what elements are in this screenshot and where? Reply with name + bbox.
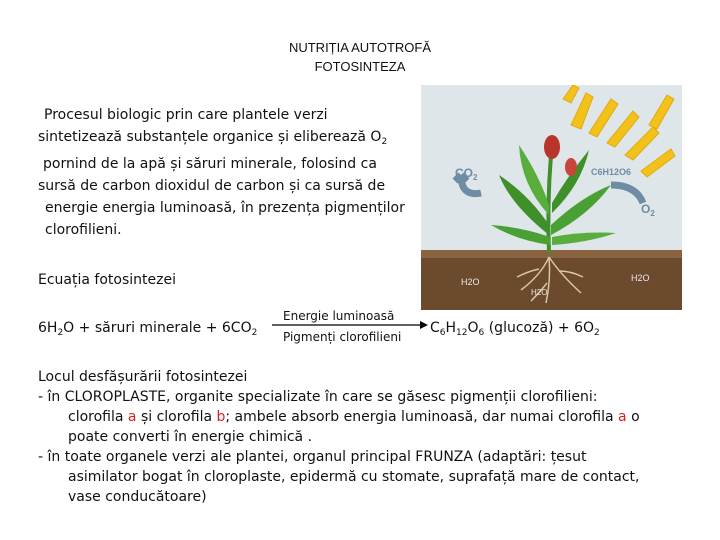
equation-products: $C_6H_{12}O_6$ (glucoză) + $6O_2$	[430, 320, 600, 338]
o2-subscript: 2	[381, 137, 388, 147]
location-line-5: asimilator bogat în cloroplaste, epidermă cu stomate, suprafață mare de contact,	[68, 469, 640, 485]
co2-label: $CO_2$	[455, 166, 478, 182]
h2o-label-left: H2O	[461, 277, 480, 287]
intro-line-2: sintetizează substanțele organice și eliberează $O_2$	[38, 129, 388, 147]
equation-reactants: $6H_2O$ + săruri minerale + $6CO_2$	[38, 320, 258, 338]
intro-line-4: sursă de carbon dioxidul de carbon și ca sursă de	[38, 178, 386, 194]
intro-line-5: energie energia luminoasă, în prezența pigmenților	[45, 200, 405, 216]
location-line-6: vase conducătoare)	[68, 489, 207, 505]
page-title	[250, 38, 470, 76]
o2-label: $O_2$	[641, 202, 655, 218]
h2o-label-middle: H2O	[531, 288, 548, 297]
energy-label: Energie luminoasă	[283, 309, 395, 323]
title-line-1: NUTRIȚIA AUTOTROFĂ	[288, 40, 432, 55]
location-line-3: poate converti în energie chimică .	[68, 429, 313, 445]
soil-top	[421, 250, 682, 258]
intro-paragraph	[38, 104, 438, 241]
location-title: Locul desfășurării fotosintezei	[38, 369, 248, 385]
reaction-arrow-icon	[270, 320, 430, 330]
location-line-4: - în toate organele verzi ale plantei, organul principal FRUNZA (adaptări: țesut	[38, 449, 587, 465]
intro-line-1: Procesul biologic prin care plantele verzi	[44, 107, 328, 123]
pigments-label: Pigmenți clorofilieni	[283, 330, 402, 344]
location-section	[38, 367, 678, 507]
equation-title: Ecuația fotosintezei	[38, 272, 176, 288]
intro-line-3: pornind de la apă și săruri minerale, folosind ca	[43, 156, 377, 172]
title-line-2: FOTOSINTEZA	[314, 59, 406, 74]
location-line-2: clorofila a și clorofila b; ambele absorb energia luminoasă, dar numai clorofila a o	[68, 409, 640, 425]
intro-line-6: clorofilieni.	[45, 222, 122, 238]
photosynthesis-illustration	[421, 85, 682, 310]
location-line-1: - în CLOROPLASTE, organite specializate în care se găsesc pigmenții clorofilieni:	[38, 389, 598, 405]
h2o-label-right: H2O	[631, 273, 650, 283]
glucose-label: C6H12O6	[591, 167, 632, 177]
